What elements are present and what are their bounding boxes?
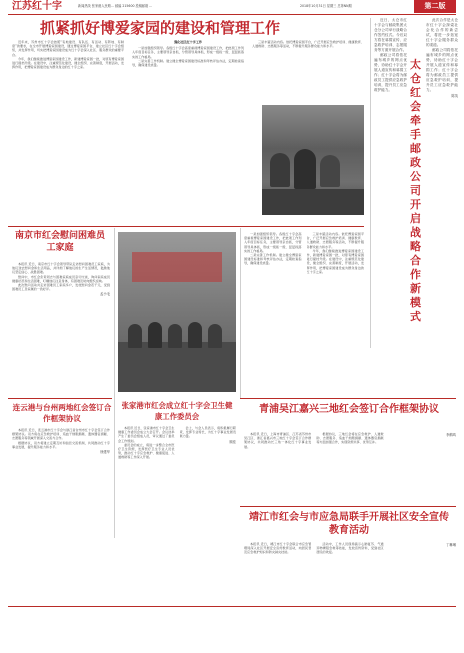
paragraph: 本报讯 近日，南京市红十字会领导带队走访慰问困难员工家庭，为他们送去慰问金和生活用品，并详细了解他们的生产生活情况，鼓励他们坚定信心、战胜困难。 [12, 262, 110, 275]
paragraph: 今年，我们继续推进博爱家园建设工作，新建博爱家园一批，对原有博爱家园进行提档升级。在建设中，注重规范化建设，健全组织、完善制度，开展活动，发挥作用，把博爱家园建设成为群众身边的红十字之家。 [306, 248, 364, 274]
paragraph: 邮政公司将依托遍布城乡的网点优势，协助红十字会开展人道宣传和募捐工作；红十字会将为邮政员工提供应急救护培训，提升员工应急救护能力。 [374, 53, 407, 92]
paragraph: 活动中，工作人员现场演示心肺复苏、气道异物梗阻急救等技能，发放宣传资料，受到社区居民的欢迎。 [316, 542, 384, 555]
paragraph: 二是完善工作机制。建立健全博爱家园建设标准和考核评估办法，定期检查指导，确保建设质量。 [244, 253, 302, 266]
section-rule [240, 506, 456, 507]
taicang-body [374, 18, 407, 340]
paragraph: 根据协议，三地红会将在应急救护、人道救助、志愿服务、造血干细胞捐献、遗体器官捐献等方面加强合作，实现资源共享、优势互补。 [316, 432, 384, 445]
paragraph: 会上，与会人员表示，将积极履行职责，发挥专业特长，为红十字事业发展贡献力量。 [179, 426, 236, 439]
masthead-date: 2018年10月31日 星期三 总第NN期 [300, 4, 352, 8]
masthead-logo: 江苏红十字 [12, 1, 62, 12]
paragraph: 一是加强组织领导。各级红十字会高度重视博爱家园建设工作，把此项工作列入年度目标任务，主要领导亲自抓，分管领导具体抓，形成一级抓一级、层层抓落实的工作格局。 [244, 232, 302, 253]
paragraph: 此次合作是太仓市红十字会探索社会化合作的新尝试，将进一步拓宽红十字会服务群众的渠道。 [426, 18, 458, 47]
paragraph: 今年，我们继续推进博爱家园建设工作，新建博爱家园一批，对原有博爱家园进行提档升级。在建设中，注重规范化建设，健全组织、完善制度，开展活动，发挥作用，把博爱家园建设成为群众身边的红十字之家。 [12, 56, 124, 70]
paragraph: 根据协议，双方将建立定期互访和信息交流机制，共同推动红十字事业发展，提升服务能力和水平。 [12, 440, 110, 449]
section-rule [240, 398, 456, 399]
taicang-body-2 [426, 18, 458, 348]
main-article-title: 抓紧抓好博爱家园的建设和管理工作 [40, 19, 281, 37]
paragraph: 本报讯 近日，张家港市红十字会卫生健康工作委员会成立大会召开。会议选举产生了委员会组成人员，审议通过了委员会工作规则。 [118, 426, 175, 443]
nanjing-title: 南京市红会慰问困难员工家庭 [14, 231, 105, 253]
paragraph: 近日，太仓市红十字会与邮政集团太仓分公司举行战略合作签约仪式。今后双方将在募捐宣传、应急救护培训、志愿服务等方面开展合作。 [374, 18, 407, 52]
nanjing-author: 孟小毛 [100, 292, 110, 297]
taicang-title: 太仓红会牵手邮政公司开启战略合作新模式 [410, 58, 421, 323]
lianyungang-author: 徐建华 [100, 450, 110, 455]
column-divider [240, 228, 241, 398]
nanjing-body [12, 262, 110, 394]
zhangjiagang-author: 顾佳 [229, 439, 236, 444]
paragraph: 此次慰问活动共走访困难员工家庭多户，发放慰问金若干元，受到困难员工及家属的一致好评。 [12, 283, 110, 292]
jingjiang-body [244, 542, 456, 602]
jingjiang-title: 靖江市红会与市应急局联手开展社区安全宣传教育活动 [249, 512, 449, 536]
qingpu-title: 青浦吴江嘉兴三地红会签订合作框架协议 [259, 404, 439, 415]
paragraph: 本报讯 近日，上海市青浦区、江苏省苏州市吴江区、浙江省嘉兴市三地红十字会签订合作框架协议，共同推动长三角一体化红十字事业发展。 [244, 432, 312, 449]
paragraph: 三是丰富活动内容。依托博爱家园平台，广泛开展应急救护培训、健康教育、人道救助、志愿服务等活动，不断提升服务群众能力和水平。 [306, 232, 364, 249]
qingpu-body [244, 432, 456, 502]
zhangjiagang-title: 张家港市红会成立红十字会卫生健康工作委员会 [121, 401, 233, 421]
page-label: 第二版 [414, 0, 456, 13]
section-rule [8, 226, 364, 227]
masthead [0, 0, 464, 14]
section-subhead: 强化社区红十字工作 [174, 40, 202, 44]
paragraph: 二是完善工作机制。建立健全博爱家园建设标准和考核评估办法，定期检查指导，确保建设质量。 [132, 58, 244, 68]
paragraph: 邮政公司将依托遍布城乡的网点优势，协助红十字会开展人道宣传和募捐工作；红十字会将为邮政员工提供应急救护培训，提升员工应急救护能力。 [426, 48, 458, 92]
qingpu-author: 李鹤鸣 [446, 433, 456, 437]
paragraph: 一是加强组织领导。各级红十字会高度重视博爱家园建设工作，把此项工作列入年度目标任务，主要领导亲自抓，分管领导具体抓，形成一级抓一级、层层抓落实的工作格局。 [132, 46, 244, 59]
paragraph: 三是丰富活动内容。依托博爱家园平台，广泛开展应急救护培训、健康教育、人道救助、志愿服务等活动，不断提升服务群众能力和水平。 [252, 40, 364, 49]
column-divider [370, 18, 371, 348]
paragraph: 本报讯 近日，靖江市红十字会联合市应急管理局深入社区开展安全宣传教育活动，向居民普及应急救护知识和防灾减灾技能。 [244, 542, 312, 555]
footer-rule [8, 606, 456, 607]
paragraph: 本报讯 近日，连云港市红十字会与浙江省台州市红十字会签订合作框架协议。双方将在应急救护培训、造血干细胞捐献、遗体器官捐献、志愿服务等领域开展深入交流与合作。 [12, 428, 110, 441]
lianyungang-body [12, 428, 110, 536]
middle-body [244, 232, 364, 394]
paragraph: 近年来，苏州市红十字会按照“有地建设、有队伍、有活动、有阵地、有制度”的要求，在全市开展博爱家园建设，通过博爱家园平台，建立社区红十字会组织，并发挥作用，切实把博爱家园建设成为红十字会深入社区、服务群众的重要平台。 [12, 40, 124, 57]
paragraph: 委员会的成立，将进一步整合全市医疗卫生资源，发挥医疗卫生专业人员优势，推动红十字应急救护、健康促进、人道救助等工作深入开展。 [118, 442, 175, 460]
zhangjiagang-body [118, 426, 236, 536]
lianyungang-title: 连云港与台州两地红会签订合作框架协议 [12, 403, 112, 423]
masthead-rule [8, 14, 456, 15]
taicang-author: 陈英 [451, 94, 458, 98]
news-photo [262, 105, 364, 215]
column-divider [114, 228, 115, 538]
section-rule [8, 398, 112, 399]
paragraph: 慰问中，市红会负责同志与困难家庭成员亲切交谈，询问家庭成员健康状况和生活困难，叮嘱他们注意身体，有困难及时向组织反映。 [12, 274, 110, 283]
masthead-info: 新闻热线 张家港人民路... 邮编 215600 投稿邮箱 ... [78, 4, 153, 8]
zhangjiagang-photo [118, 232, 236, 392]
jingjiang-author: 丁琳琳 [446, 543, 456, 547]
